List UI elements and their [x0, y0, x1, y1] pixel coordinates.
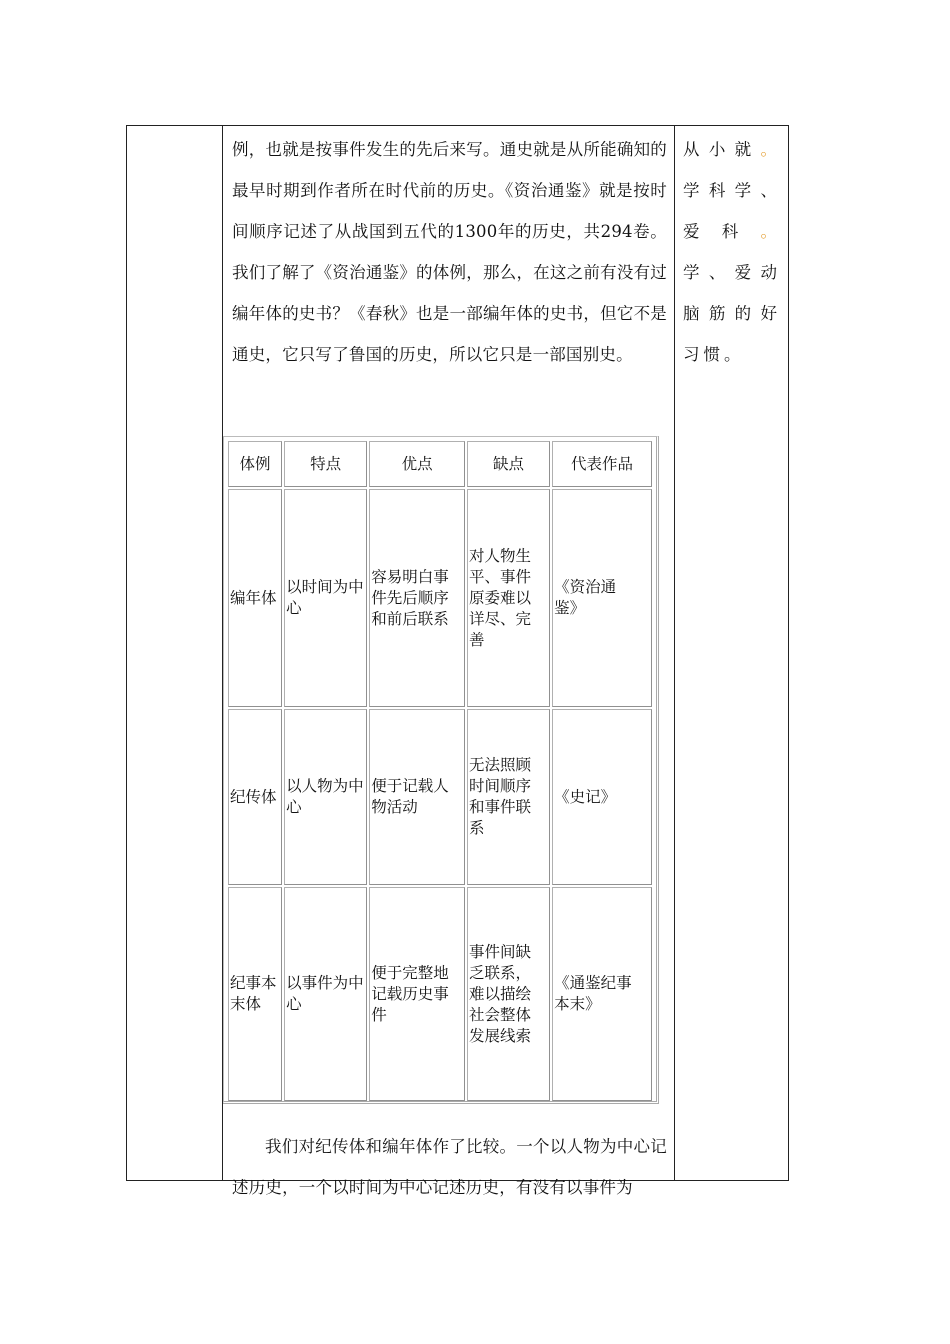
comparison-table	[223, 436, 659, 1104]
orange-dot: 。	[760, 140, 781, 159]
work-cell: 《史记》	[552, 709, 652, 885]
side-note: 从小就。学科学、爱科。学、爱动脑筋的好习惯。	[683, 140, 781, 364]
lesson-plan-table	[126, 125, 789, 1197]
merit-cell: 容易明白事 件先后顺序 和前后联系	[369, 489, 465, 707]
type-cell: 纪传体	[228, 709, 282, 885]
top-paragraph: 例，也就是按事件发生的先后来写。通史就是从所能确知的最早时期到作者所在时代前的历史。《资治通鉴》就是按时间顺序记述了从战国到五代的1300年的历史，共294卷。我们了解了《资治通鉴》的体例，那么，在这之前有没有过编年体的史书？《春秋》也是一部编年体的史书，但它不是通史，它只写了鲁国的历史，所以它只是一部国别史。	[232, 140, 667, 364]
work-cell: 《资治通 鉴》	[552, 489, 652, 707]
feature-cell: 以时间为中心	[284, 489, 367, 707]
table-row	[228, 709, 652, 885]
type-cell: 编年体	[228, 489, 282, 707]
bottom-paragraph: 我们对纪传体和编年体作了比较。一个以人物为中心记述历史，一个以时间为中心记述历史，有没有以事件为	[232, 1137, 667, 1197]
header-cell: 缺点	[467, 441, 550, 487]
header-cell: 代表作品	[552, 441, 652, 487]
work-cell: 《通鉴纪事 本末》	[552, 887, 652, 1101]
flaw-cell: 对人物生 平、事件 原委难以 详尽、完 善	[467, 489, 550, 707]
table-row	[228, 887, 652, 1101]
content-column	[223, 126, 675, 1197]
notes-column	[675, 126, 788, 1180]
flaw-cell: 事件间缺 乏联系， 难以描绘 社会整体 发展线索	[467, 887, 550, 1101]
feature-cell: 以人物为中心	[284, 709, 367, 885]
merit-cell: 便于完整地 记载历史事 件	[369, 887, 465, 1101]
header-cell: 优点	[369, 441, 465, 487]
orange-dot: 。	[760, 222, 781, 241]
left-column	[127, 126, 223, 1180]
table-header-row	[228, 441, 652, 487]
header-cell: 体例	[228, 441, 282, 487]
flaw-cell: 无法照顾 时间顺序 和事件联 系	[467, 709, 550, 885]
feature-cell: 以事件为中心	[284, 887, 367, 1101]
merit-cell: 便于记载人 物活动	[369, 709, 465, 885]
header-cell: 特点	[284, 441, 367, 487]
type-cell: 纪事本末体	[228, 887, 282, 1101]
table-row	[228, 489, 652, 707]
